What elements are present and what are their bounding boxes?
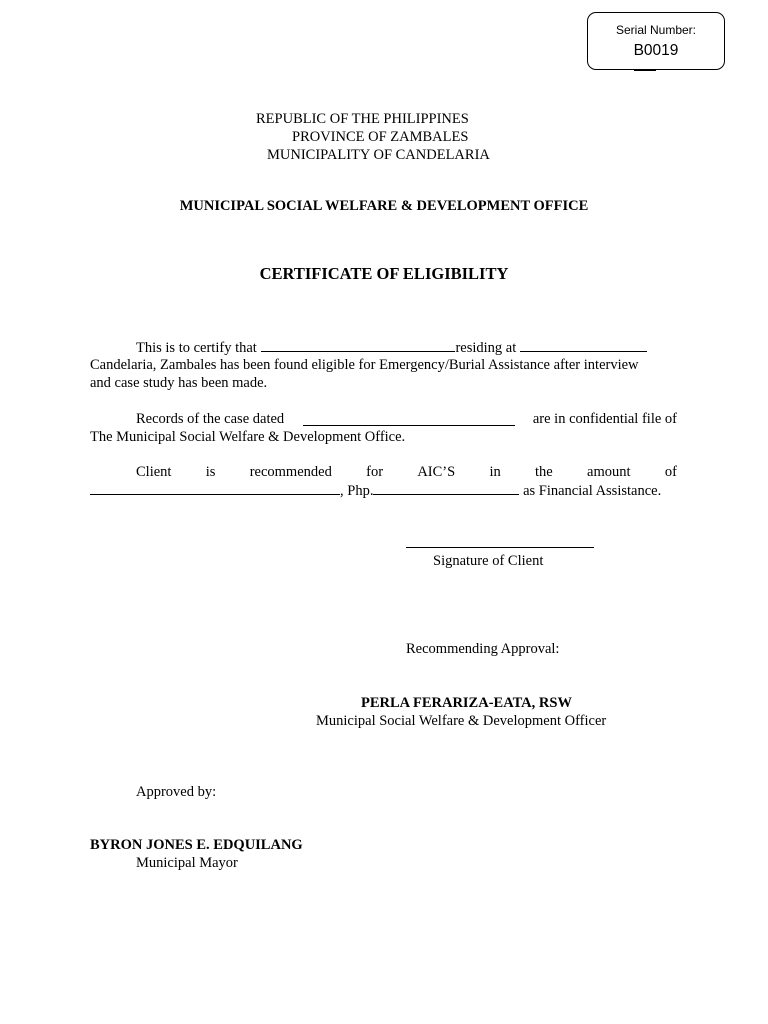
serial-number-box (587, 12, 725, 70)
client-signature-label: Signature of Client (433, 553, 544, 569)
header-province: PROVINCE OF ZAMBALES (292, 129, 469, 145)
para1-residing: residing at (455, 340, 517, 356)
recommending-name: PERLA FERARIZA-EATA, RSW (361, 695, 572, 711)
para3-line2 (90, 481, 661, 500)
client-signature-line (406, 547, 594, 548)
para3-word: recommended (249, 464, 332, 480)
address-blank (520, 338, 647, 352)
page-title: CERTIFICATE OF ELIGIBILITY (259, 264, 509, 283)
para3-line1 (136, 463, 677, 481)
serial-number-value: B0019 (633, 42, 679, 59)
para3-word: in (489, 464, 501, 480)
recommending-label: Recommending Approval: (406, 641, 560, 657)
para3-tail: as Financial Assistance. (523, 483, 662, 499)
office-heading: MUNICIPAL SOCIAL WELFARE & DEVELOPMENT OFFICE (179, 198, 589, 214)
serial-underline (634, 70, 656, 71)
para3-word: Client (136, 464, 172, 480)
case-date-blank (303, 412, 515, 426)
para2-tail: are in confidential file of (532, 411, 677, 427)
amount-words-blank (90, 481, 340, 495)
serial-number-label: Serial Number: (615, 23, 697, 37)
para1-line3: and case study has been made. (90, 375, 268, 391)
approved-label: Approved by: (136, 784, 217, 800)
para3-word: is (205, 464, 216, 480)
header-municipality: MUNICIPALITY OF CANDELARIA (267, 147, 490, 163)
para3-word: AIC’S (417, 464, 456, 480)
para3-word: the (535, 464, 553, 480)
php-label: , Php. (340, 483, 374, 499)
para1-line2: Candelaria, Zambales has been found eligible for Emergency/Burial Assistance after interview (90, 357, 639, 373)
para3-word: for (366, 464, 384, 480)
para1-lead: This is to certify that (136, 340, 257, 356)
amount-php-blank (373, 481, 519, 495)
para2-line1 (136, 410, 677, 428)
client-name-blank (261, 338, 455, 352)
para2-lead: Records of the case dated (136, 411, 285, 427)
para3-word: amount (587, 464, 631, 480)
header-republic: REPUBLIC OF THE PHILIPPINES (256, 111, 469, 127)
recommending-position: Municipal Social Welfare & Development Officer (316, 713, 607, 729)
para2-line2: The Municipal Social Welfare & Development Office. (90, 429, 406, 445)
approved-name: BYRON JONES E. EDQUILANG (90, 837, 303, 853)
para3-word: of (664, 464, 677, 480)
approved-position: Municipal Mayor (136, 855, 238, 871)
para1-line1 (136, 338, 647, 357)
